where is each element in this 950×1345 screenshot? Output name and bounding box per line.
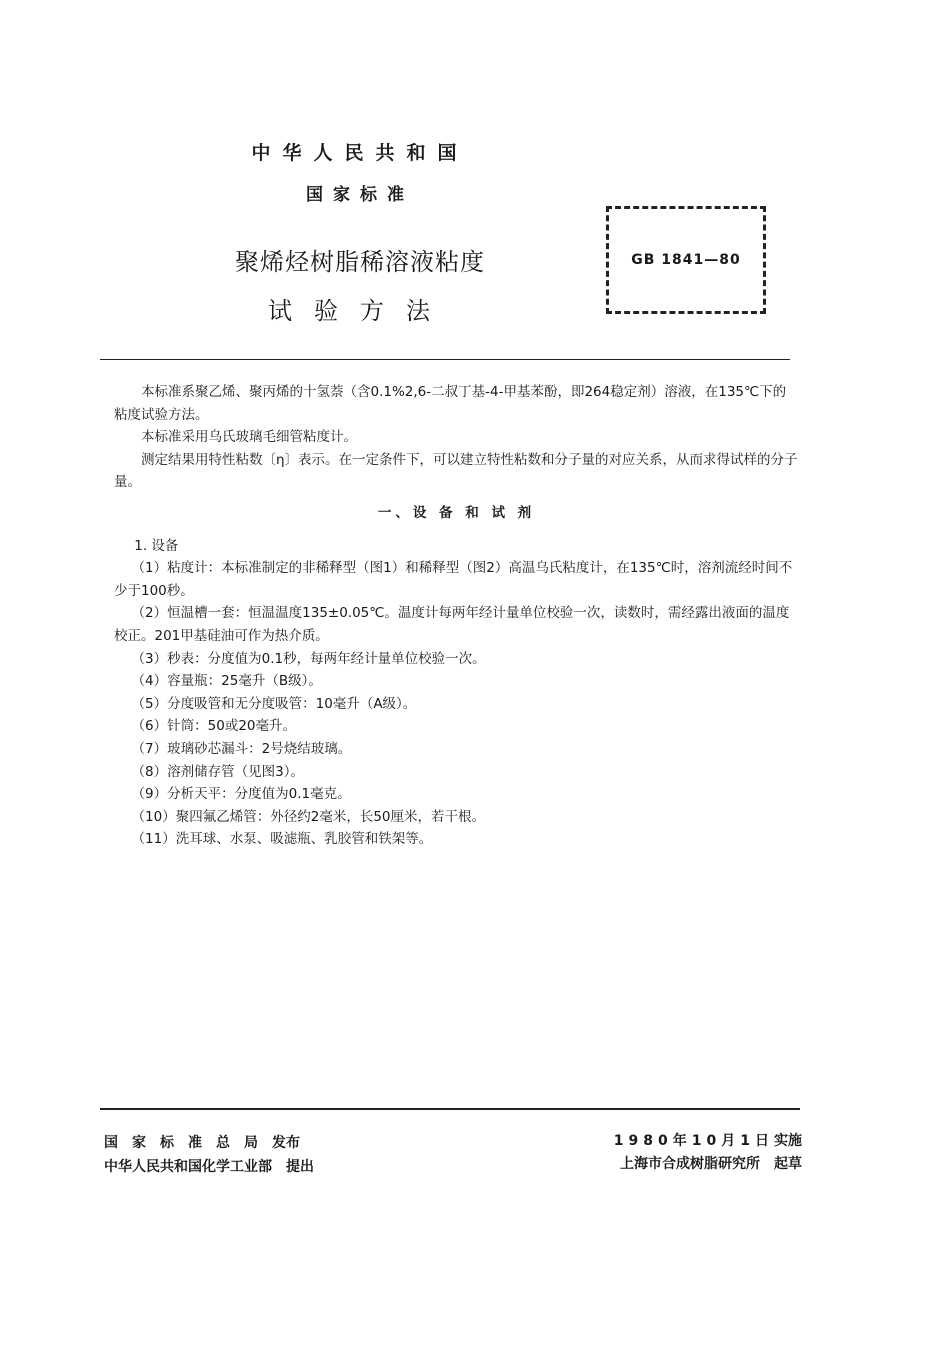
list-item: （9）分析天平：分度值为0.1毫克。 bbox=[131, 786, 351, 803]
country-heading: 中华人民共和国 bbox=[251, 142, 469, 164]
drafter-action: 起草 bbox=[774, 1156, 802, 1172]
intro-paragraph-1: 本标准系聚乙烯、聚丙烯的十氢萘（含0.1%2,6-二叔丁基-4-甲基苯酚，即264稳定剂）溶液，在135℃下的粘度试验方法。 bbox=[114, 384, 787, 423]
proposer-action: 提出 bbox=[286, 1159, 314, 1175]
document-title-line1: 聚烯烃树脂稀溶液粘度 bbox=[235, 248, 485, 276]
effective-action: 实施 bbox=[774, 1133, 802, 1149]
effective-date: 1980年10月1日 bbox=[613, 1133, 774, 1149]
list-item: （7）玻璃砂芯漏斗：2号烧结玻璃。 bbox=[131, 740, 352, 757]
intro-paragraph-2: 本标准采用乌氏玻璃毛细管粘度计。 bbox=[141, 429, 357, 446]
standard-code-box bbox=[606, 206, 766, 314]
footer-divider bbox=[100, 1108, 800, 1110]
subsection-heading: 1. 设备 bbox=[134, 537, 179, 554]
issuer-name: 国家标准总局 bbox=[104, 1135, 272, 1151]
list-item: （8）溶剂储存管（见图3）。 bbox=[131, 763, 304, 780]
list-item: （6）针筒：50或20毫升。 bbox=[131, 718, 296, 735]
list-item: （5）分度吸管和无分度吸管：10毫升（A级）。 bbox=[131, 695, 417, 712]
proposer-name: 中华人民共和国化学工业部 bbox=[104, 1159, 272, 1175]
list-item: （2）恒温槽一套：恒温温度135±0.05℃。温度计每两年经计量单位校验一次，读数时，需经露出液面的温度校正。201甲基硅油可作为热介质。 bbox=[114, 605, 790, 644]
footer-proposer bbox=[104, 1156, 314, 1176]
document-title-line2: 试验方法 bbox=[268, 297, 452, 325]
equipment-list bbox=[114, 557, 799, 851]
footer-effective bbox=[596, 1130, 802, 1150]
footer-drafter bbox=[596, 1153, 802, 1173]
standard-category: 国家标准 bbox=[306, 185, 414, 205]
list-item: （10）聚四氟乙烯管：外径约2毫米，长50厘米，若干根。 bbox=[131, 808, 485, 825]
list-item: （1）粘度计：本标准制定的非稀释型（图1）和稀释型（图2）高温乌氏粘度计，在135℃时，溶剂流经时间不少于100秒。 bbox=[114, 560, 793, 599]
document-body bbox=[114, 381, 799, 851]
list-item: （4）容量瓶：25毫升（B级）。 bbox=[131, 673, 322, 690]
intro-paragraph-3: 测定结果用特性粘数〔η〕表示。在一定条件下，可以建立特性粘数和分子量的对应关系，从而求得试样的分子量。 bbox=[114, 451, 798, 491]
section-heading: 一、设 备 和 试 剂 bbox=[377, 504, 536, 521]
drafter-name: 上海市合成树脂研究所 bbox=[620, 1156, 760, 1172]
list-item: （3）秒表：分度值为0.1秒，每两年经计量单位校验一次。 bbox=[131, 650, 486, 667]
header-divider bbox=[100, 359, 790, 360]
footer-issuer bbox=[104, 1132, 300, 1152]
issuer-action: 发布 bbox=[272, 1135, 300, 1151]
standard-code: GB 1841—80 bbox=[631, 252, 741, 268]
list-item: （11）洗耳球、水泵、吸滤瓶、乳胶管和铁架等。 bbox=[131, 831, 433, 848]
